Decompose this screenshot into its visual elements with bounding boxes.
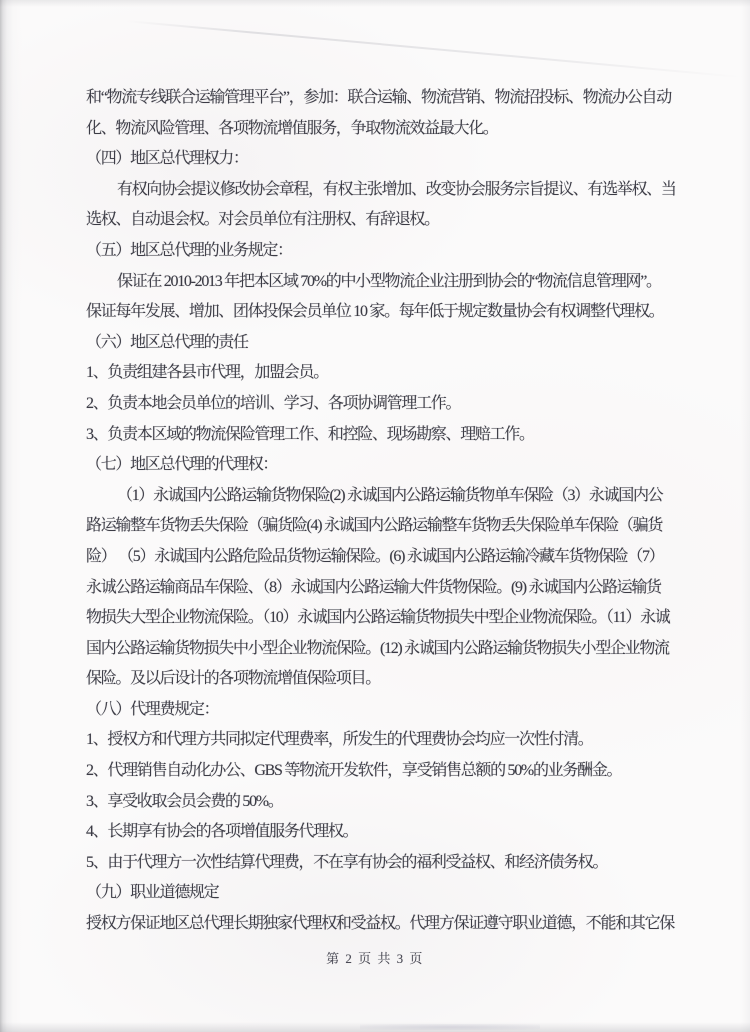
paper-crease [126, 20, 744, 78]
document-line: 2、负责本地会员单位的培训、学习、各项协调管理工作。 [86, 394, 461, 412]
document-line: 保险。及以后设计的各项物流增值保险项目。 [86, 670, 381, 688]
document-line: 4、长期享有协会的各项增值服务代理权。 [86, 823, 358, 841]
document-line: （1）永诚国内公路运输货物保险(2) 永诚国内公路运输货物单车保险（3）永诚国内公 [117, 486, 663, 504]
document-line: 和“物流专线联合运输管理平台”，参加：联合运输、物流营销、物流招投标、物流办公自动 [86, 89, 671, 106]
scan-edge-left [0, 0, 22, 1032]
document-line: （九）职业道德规定 [86, 884, 219, 902]
document-line: 3、负责本区域的物流保险管理工作、和控险、现场勘察、理赔工作。 [86, 425, 534, 443]
document-line: 有权向协会提议修改协会章程，有权主张增加、改变协会服务宗旨提议、有选举权、当 [117, 180, 676, 198]
page-number-footer: 第 2 页 共 3 页 [326, 951, 424, 966]
document-line: 国内公路运输货物损失中小型企业物流保险。(12) 永诚国内公路运输货物损失小型企业物流 [86, 639, 669, 657]
scan-edge-top [0, 0, 750, 7]
document-lines [86, 83, 706, 940]
document-line: 保证每年发展、增加、团体投保会员单位 10 家。每年低于规定数量协会有权调整代理权。 [86, 303, 664, 321]
document-line: 保证在 2010-2013 年把本区域 70%的中小型物流企业注册到协会的“物流信息管理网”。 [117, 272, 661, 290]
document-line: （五）地区总代理的业务规定： [86, 241, 292, 259]
document-line: 选权、自动退会权。对会员单位有注册权、有辞退权。 [86, 211, 439, 229]
document-line: 授权方保证地区总代理长期独家代理权和受益权。代理方保证遵守职业道德，不能和其它保 [86, 915, 675, 933]
document-line: 路运输整车货物丢失保险（骗货险(4) 永诚国内公路运输整车货物丢失保险单车保险（骗货 [86, 517, 663, 535]
scan-smudge [360, 1024, 540, 1030]
document-line: 5、由于代理方一次性结算代理费，不在享有协会的福利受益权、和经济债务权。 [86, 853, 608, 871]
document-line: 1、授权方和代理方共同拟定代理费率，所发生的代理费协会均应一次性付清。 [86, 731, 593, 749]
document-line: 3、享受收取会员会费的 50%。 [86, 792, 283, 810]
document-line: 物损失大型企业物流保险。（10）永诚国内公路运输货物损失中型企业物流保险。（11）永诚 [86, 609, 670, 627]
document-line: （四）地区总代理权力： [86, 150, 248, 168]
scan-edge-right [741, 0, 750, 1032]
document-line: 1、负责组建各县市代理，加盟会员。 [86, 364, 328, 382]
document-line: （八）代理费规定： [86, 700, 219, 718]
document-line: 险） （5）永诚国内公路危险品货物运输保险。(6) 永诚国内公路运输冷藏车货物保险（7） [86, 547, 664, 565]
document-line: 化、物流风险管理、各项物流增值服务，争取物流效益最大化。 [86, 119, 498, 137]
document-line: 永诚公路运输商品车保险、（8）永诚国内公路运输大件货物保险。(9) 永诚国内公路运输货 [86, 578, 661, 596]
document-line: 2、代理销售自动化办公、GBS 等物流开发软件，享受销售总额的 50%的业务酬金。 [86, 762, 622, 780]
document-line: （六）地区总代理的责任 [86, 333, 248, 351]
document-line: （七）地区总代理的代理权： [86, 456, 278, 474]
